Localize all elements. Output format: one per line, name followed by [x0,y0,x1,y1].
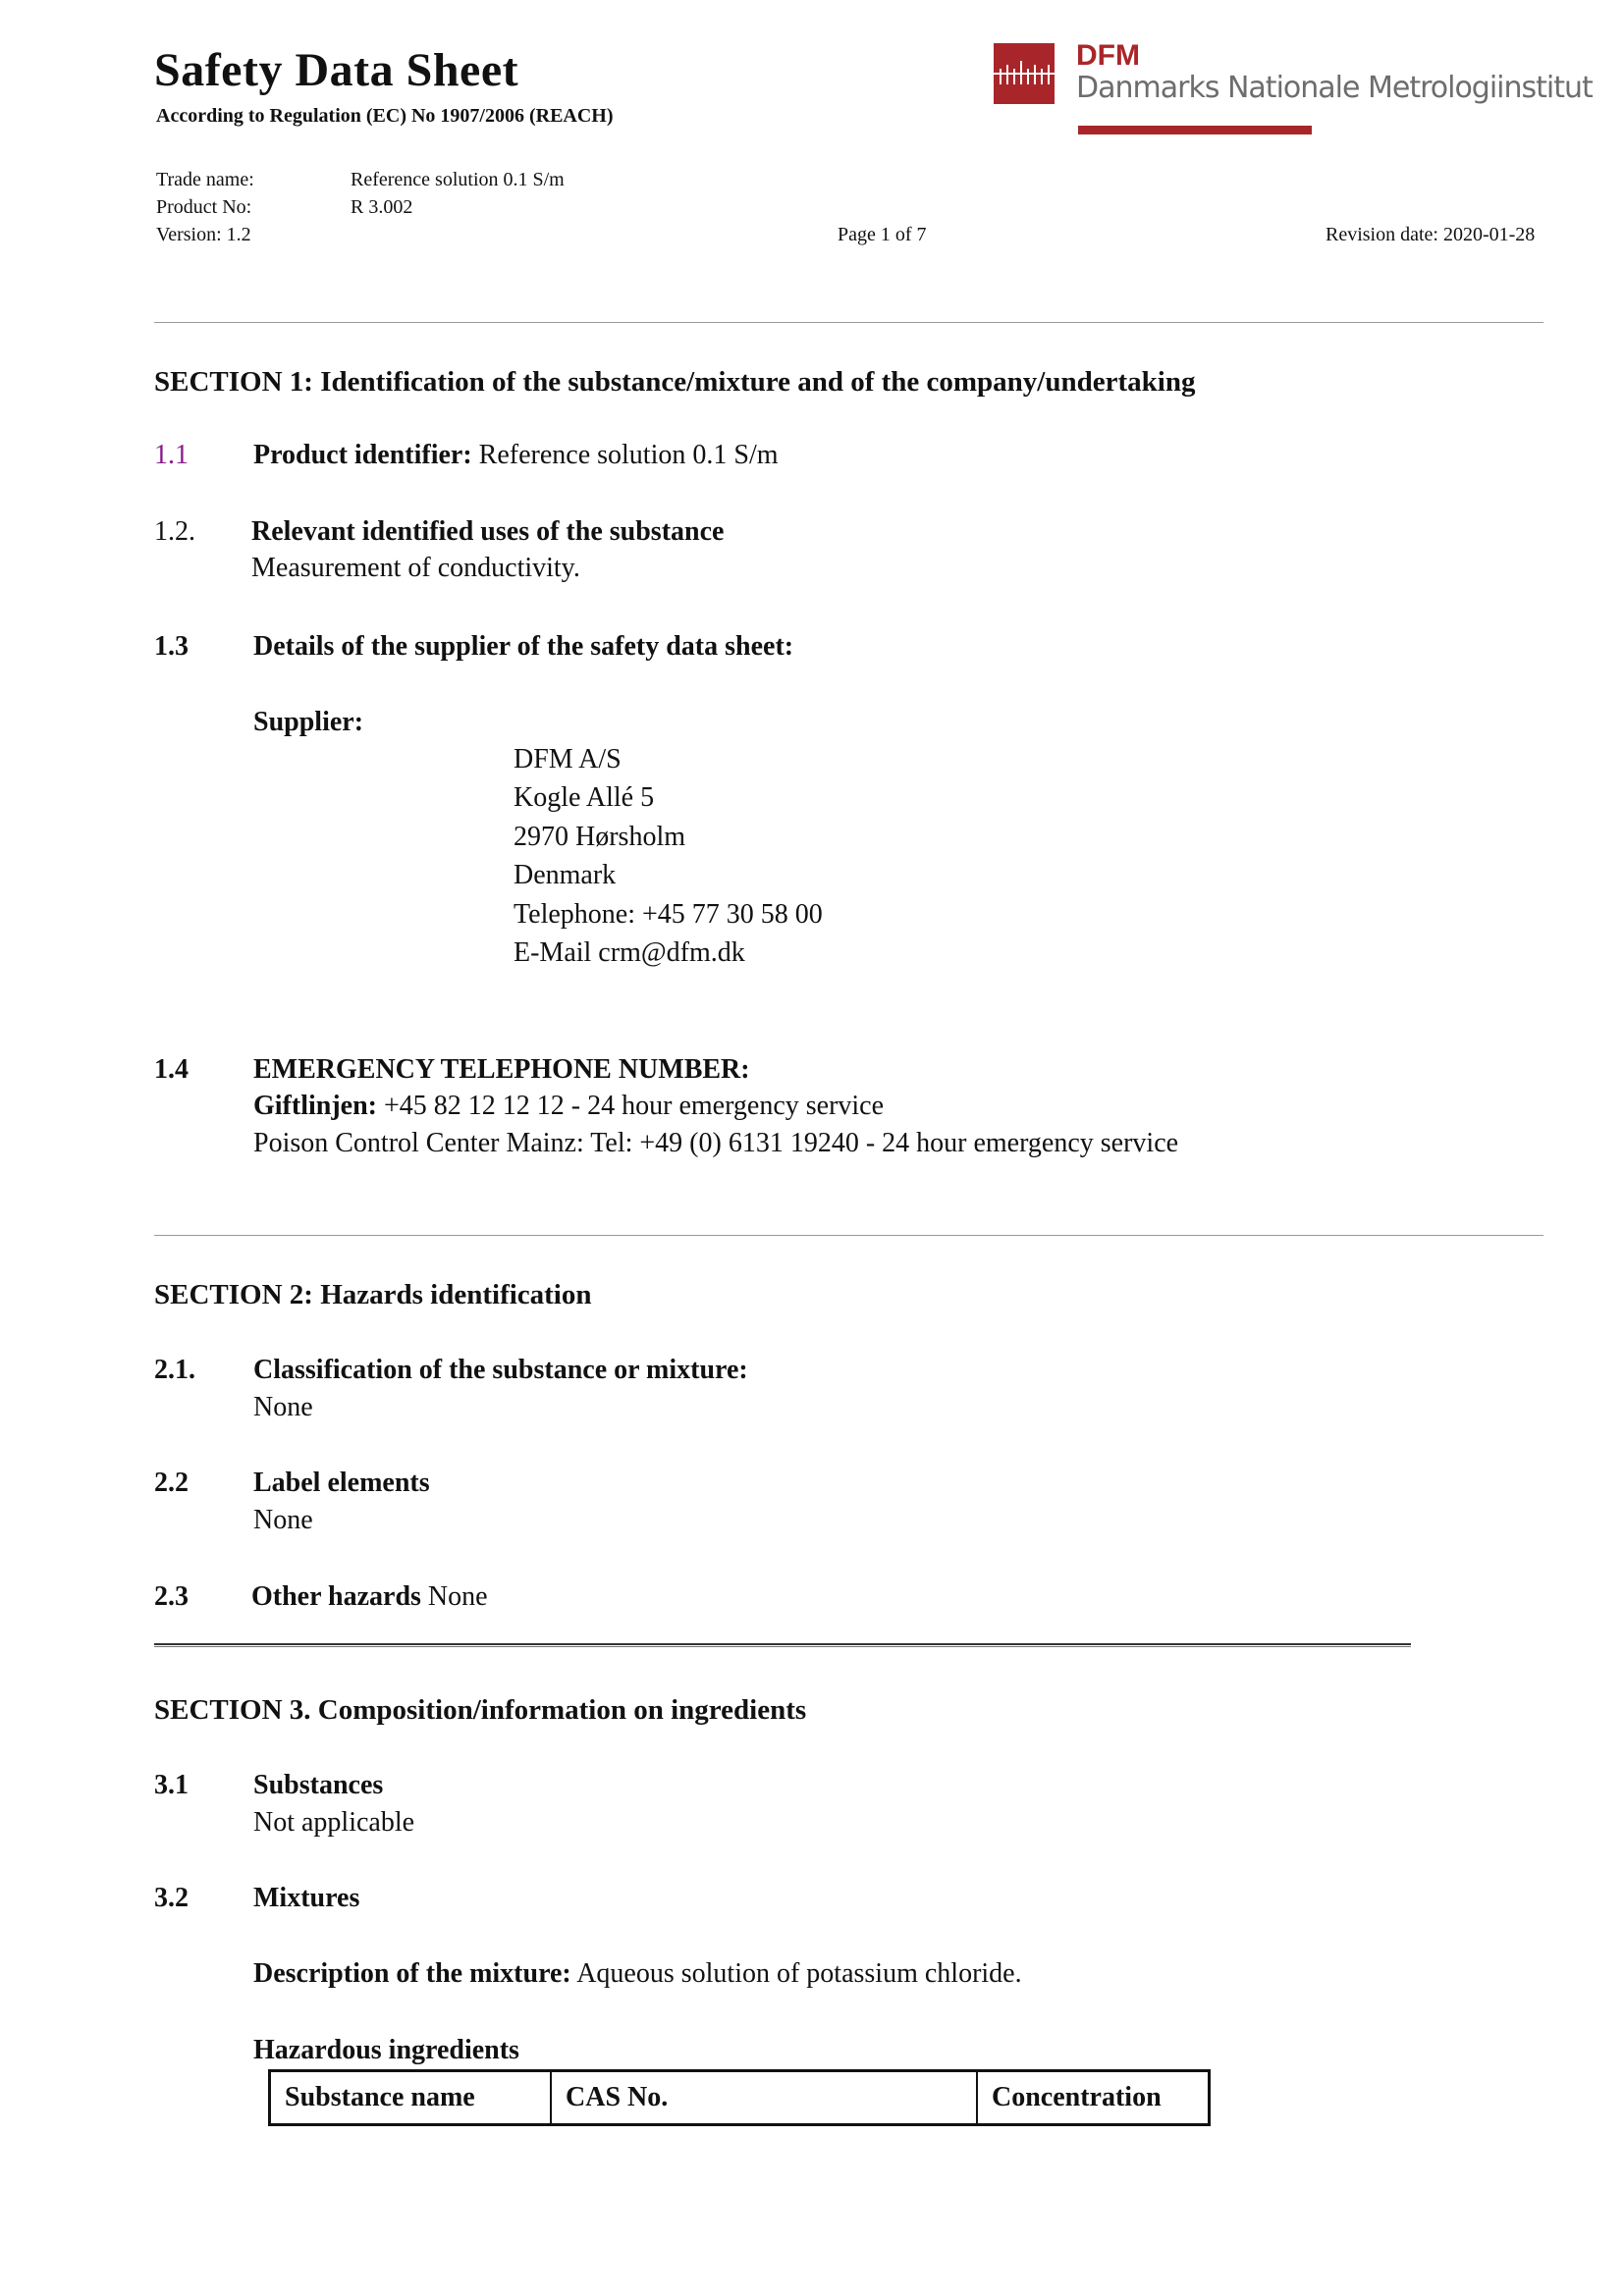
item-1-3-number: 1.3 [154,631,189,662]
item-2-1-number: 2.1. [154,1355,195,1385]
table-header-cas-no: CAS No. [550,2072,976,2123]
item-1-1-label: Product identifier: [253,440,472,470]
item-3-1-number: 3.1 [154,1770,189,1800]
item-2-3-value: None [420,1581,488,1612]
item-3-1-label: Substances [253,1770,384,1800]
giftlinjen-value: +45 82 12 12 12 - 24 hour emergency service [377,1091,885,1121]
supplier-street: Kogle Allé 5 [514,782,655,813]
item-3-2-label: Mixtures [253,1883,360,1913]
version: Version: 1.2 [156,224,251,245]
page-number: Page 1 of 7 [838,224,927,245]
giftlinjen-label: Giftlinjen: [253,1091,377,1121]
item-1-1-value: Reference solution 0.1 S/m [471,440,779,470]
trade-name-label: Trade name: [156,169,254,190]
divider-header [154,322,1543,323]
document-subtitle: According to Regulation (EC) No 1907/2006 (REACH) [156,105,614,127]
emergency-line-1 [253,1091,884,1122]
supplier-email: E-Mail crm@dfm.dk [514,937,745,968]
dfm-logo [994,39,1593,137]
item-2-3-text [251,1581,488,1613]
hazardous-ingredients-table [268,2069,1211,2126]
item-1-2-number: 1.2. [154,516,195,547]
mixture-description-label: Description of the mixture: [253,1958,571,1989]
logo-underline [1078,126,1312,134]
supplier-telephone: Telephone: +45 77 30 58 00 [514,899,823,930]
dfm-logo-mark-icon [994,43,1055,104]
item-2-2-value: None [253,1505,313,1535]
item-2-1-value: None [253,1392,313,1422]
emergency-line-2: Poison Control Center Mainz: Tel: +49 (0) 6131 19240 - 24 hour emergency service [253,1128,1179,1158]
mixture-description [253,1958,1022,1990]
item-1-4-number: 1.4 [154,1054,189,1085]
section-2-heading: SECTION 2: Hazards identification [154,1279,592,1310]
item-1-1-text [253,440,779,471]
logo-short-name: DFM [1076,39,1140,72]
divider-section-1 [154,1235,1543,1236]
item-1-1-number: 1.1 [154,440,189,470]
item-2-1-label: Classification of the substance or mixture: [253,1355,748,1385]
supplier-name: DFM A/S [514,744,622,774]
item-1-4-label: EMERGENCY TELEPHONE NUMBER: [253,1054,750,1085]
item-3-1-value: Not applicable [253,1807,415,1838]
table-header-concentration: Concentration [976,2072,1208,2123]
hazardous-ingredients-label: Hazardous ingredients [253,2035,519,2065]
section-3-heading: SECTION 3. Composition/information on ingredients [154,1694,807,1726]
divider-section-2 [154,1643,1411,1647]
supplier-label: Supplier: [253,707,364,737]
item-2-2-label: Label elements [253,1468,430,1498]
item-1-3-label: Details of the supplier of the safety data sheet: [253,631,794,662]
item-3-2-number: 3.2 [154,1883,189,1913]
item-2-3-number: 2.3 [154,1581,189,1612]
trade-name-value: Reference solution 0.1 S/m [351,169,565,190]
item-2-3-label: Other hazards [251,1581,421,1612]
mixture-description-value: Aqueous solution of potassium chloride. [570,1958,1022,1989]
table-header-substance-name: Substance name [285,2082,475,2112]
supplier-city: 2970 Hørsholm [514,822,685,852]
logo-full-name: Danmarks Nationale Metrologiinstitut [1076,71,1593,105]
item-1-2-value: Measurement of conductivity. [251,553,580,583]
product-no-label: Product No: [156,196,252,218]
product-no-value: R 3.002 [351,196,413,218]
document-title: Safety Data Sheet [154,44,519,96]
item-2-2-number: 2.2 [154,1468,189,1498]
supplier-country: Denmark [514,860,617,890]
revision-date: Revision date: 2020-01-28 [1326,224,1536,245]
section-1-heading: SECTION 1: Identification of the substance/mixture and of the company/undertaking [154,366,1196,398]
item-1-2-label: Relevant identified uses of the substance [251,516,725,547]
